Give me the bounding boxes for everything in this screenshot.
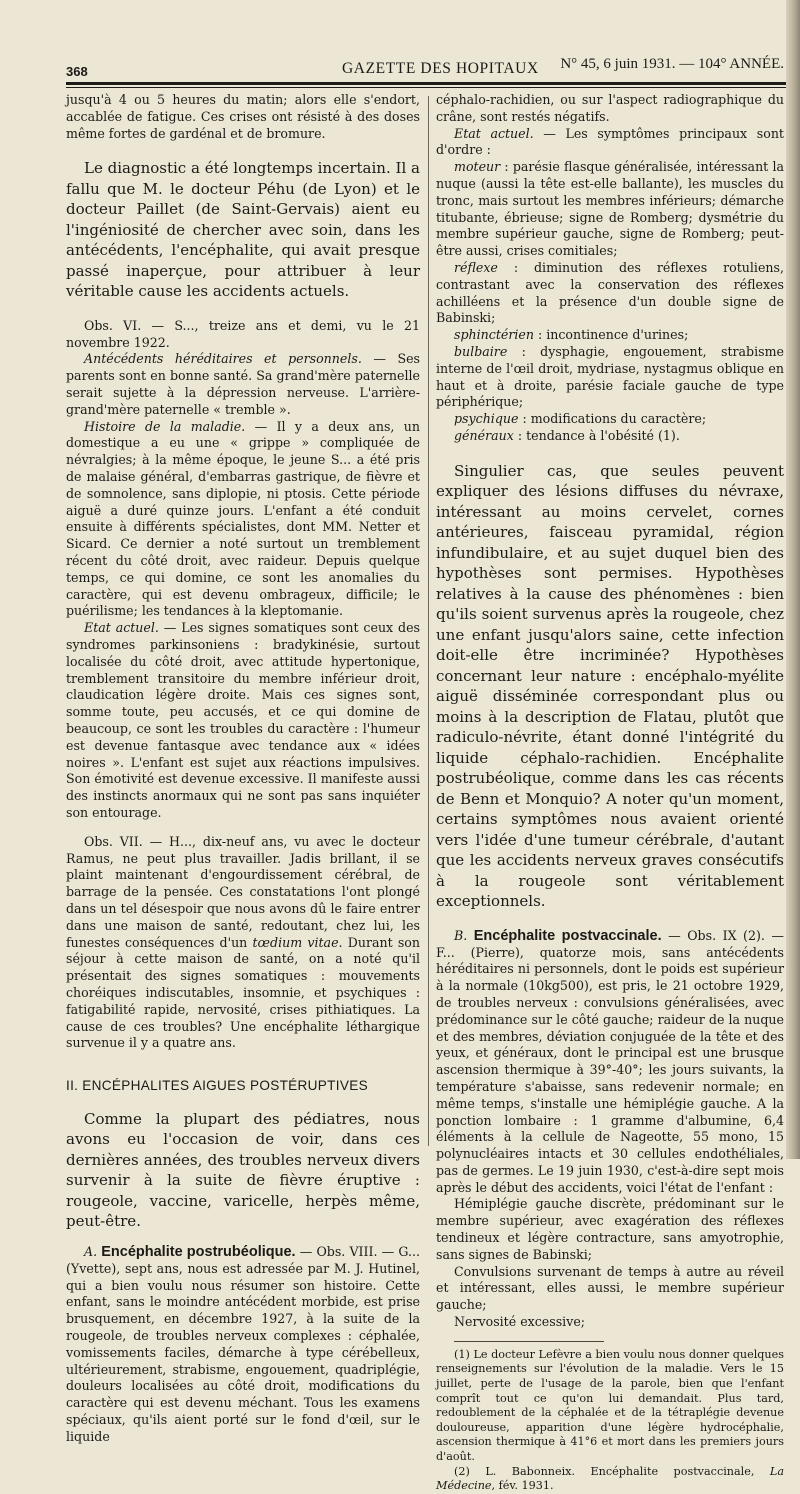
paragraph: céphalo-rachidien, ou sur l'aspect radiographique du crâne, sont restés négatifs. [436,92,784,124]
run-text: : incontinence d'urines; [533,327,689,343]
run-text: — Ses parents sont en bonne santé. Sa grand'mère paternelle serait sujette à la dépression nerveuse. L'arrière-grand'mère paternelle « tremble ». [66,351,420,417]
symptom-item [436,411,784,428]
run-label: sphinctérien [454,327,534,343]
paragraph-diagnostic: Le diagnostic a été longtemps incertain. Il a fallu que M. le docteur Péhu (de Lyon) et le docteur Paillet (de Saint-Gervais) aient eu l'ingéniosité de chercher avec soin, dans les antécédents, l'encéphalite, qui avait presque passé inaperçue, pour attribuer à leur véritable cause les accidents actuels. [66,159,420,301]
header-rule [66,82,786,88]
subsection-letter: B. [454,927,474,943]
run-label: Etat actuel. [84,620,159,636]
paragraph: Nervosité excessive; [454,1314,586,1330]
run-text: . Durant son séjour à cette maison de santé, on a noté qu'il présentait des signes somatiques : mouvements choréiques indiscutables, insomnie, et psychiques : fatigabilité rapide, nervosité, crises pithiatiques. La cause de ces troubles? Une encéphalite léthargique survenue il y a quatre ans. [66,934,421,1051]
left-column [66,92,420,1446]
paragraph: Hémiplégie gauche discrète, prédominant sur le membre supérieur, avec exagération des réflexes tendineux et légère contracture, sans amyotrophie, sans signes de Babinski; [436,1196,784,1262]
run-label: généraux [454,427,514,443]
subsection-paragraph [66,1244,420,1446]
run-italic: tœdium vitae [252,934,339,950]
paragraph [66,620,420,822]
journal-title: GAZETTE DES HOPITAUX [342,60,539,77]
subsection-letter: A. [84,1243,102,1259]
subsection-title: Encéphalite postrubéolique. [101,1243,296,1260]
symptom-item [436,327,784,344]
run-label: Etat actuel. [454,125,534,141]
symptom-item [436,344,784,411]
subsection-paragraph [436,928,784,1197]
run-label: psychique [454,411,519,427]
footnote: (1) Le docteur Lefèvre a bien voulu nous donner quelques renseignements sur l'évolution de la maladie. Vers le 15 juillet, perte de l'usage de la parole, bien que l'enfant comprît tout ce qu'on lui demandait. Plus tard, redoublement de la céphalée et de la tétraplégie devenue douloureuse, apparition d'une légère hydrocéphalie, ascension thermique à 41°6 et mort dans les premiers jours d'août. [436,1347,784,1464]
right-column [436,92,784,1494]
observation-paragraph [66,834,420,1052]
run-text: : modifications du caractère; [518,411,707,427]
run-label: réflexe [454,259,498,275]
footnote [436,1465,784,1494]
run-text: , fév. 1931. [491,1479,554,1493]
column-divider [428,96,429,1146]
issue-line: N° 45, 6 juin 1931. — 104° ANNÉE. [560,56,784,72]
paragraph [66,351,420,418]
run-text: : dysphagie, engouement, strabisme interne de l'œil droit, mydriase, nystagmus oblique en haut et à droite, parésie faciale gauche de type périphérique; [436,343,784,410]
page-edge-shadow [786,0,800,1159]
symptom-item [436,428,784,445]
run-text: Obs. VII. — H..., dix-neuf ans, vu avec le docteur Ramus, ne peut plus travailler. Jadis brillant, il se plaint maintenant d'engourdissement cérébral, de barrage de la pensée. Ces constatations l'ont plongé dans un tel désespoir que nous avons dû le faire entrer dans une maison de santé, redoutant, chez lui, les funestes conséquences d'un [66,833,420,950]
footnote-rule [454,1341,604,1342]
subsection-title: Encéphalite postvaccinale. [473,927,662,944]
run-text: (2) L. Babonneix. Encéphalite postvaccinale, [454,1464,770,1478]
run-text: — Les signes somatiques sont ceux des syndromes parkinsoniens : bradykinésie, surtout localisée du côté droit, avec attitude hypertonique, tremblement transitoire du membre inférieur droit, claudication légère droite. Mais ces signes sont, somme toute, peu accusés, et ce qui domine de beaucoup, ce sont les troubles du caractère : l'humeur est devenue fantasque avec tendance aux « idées noires ». L'enfant est sujet aux réactions impulsives. Son émotivité est devenue excessive. Il manifeste aussi des instincts anormaux qui ne sont pas sans inquiéter son entourage. [66,620,420,820]
symptom-item [436,159,784,260]
run-text: : parésie flasque généralisée, intéressant la nuque (aussi la tête est-elle ballante), les muscles du tronc, mais surtout les membres inférieurs; démarche titubante, ébrieuse; signe de Romberg; dysmétrie du membre supérieur gauche, signe de Romberg; peut-être aussi, crises comitiales; [436,159,784,259]
paragraph [436,126,784,160]
observation-heading: Obs. VI. — S..., treize ans et demi, vu le 21 novembre 1922. [66,317,420,350]
page-header [66,54,784,80]
run-text: : diminution des réflexes rotuliens, contrastant avec la conservation des réflexes achilléens et la présence d'un double signe de Babinski; [436,259,784,326]
paragraph: jusqu'à 4 ou 5 heures du matin; alors elle s'endort, accablée de fatigue. Ces crises ont résisté à des doses même fortes de gardénal et de bromure. [66,92,420,141]
run-text: — Obs. IX (2). — F... (Pierre), quatorze mois, sans antécédents héréditaires ni personnels, dont le poids est supérieur à la normale (10kg500), est pris, le 21 octobre 1929, de troubles nerveux : convulsions généralisées, avec prédominance sur le côté gauche; raideur de la nuque et des membres, déviation conjuguée de la tête et des yeux, et généraux, dont le principal est une brusque ascension thermique à 39°-40°; les jours suivants, la température s'abaisse, sans redevenir normale; en même temps, s'installe une hémiplégie gauche. A la ponction lombaire : 1 gramme d'albumine, 6,4 éléments à la cellule de Nageotte, 55 mono, 15 polynucléaires intacts et 30 cellules endothéliales, pas de germes. Le 19 juin 1930, c'est-à-dire sept mois après le début des accidents, voici l'état de l'enfant : [436,927,784,1195]
section-heading: II. ENCÉPHALITES AIGUES POSTÉRUPTIVES [66,1078,368,1094]
run-text: — Il y a deux ans, un domestique a eu une « grippe » compliquée de névralgies; à la même époque, le jeune S... a été pris de malaise général, d'embarras gastrique, de fièvre et de somnolence, sans diplopie, ni ptosis. Cette période aiguë a duré quinze jours. L'enfant a été conduit ensuite à différents spécialistes, dont MM. Netter et Sicard. Ce dernier a noté surtout un tremblement récent du côté droit, avec raideur. Depuis quelque temps, ce qui domine, ce sont les anomalies du caractère, qui est devenu ombrageux, difficile; le puérilisme; les tendances à la kleptomanie. [66,418,420,619]
run-text: — Les symptômes principaux sont d'ordre : [436,125,784,158]
run-text: : tendance à l'obésité (1). [513,427,680,443]
symptom-item [436,260,784,327]
paragraph-section-intro: Comme la plupart des pédiatres, nous avons eu l'occasion de voir, dans ces dernières années, des troubles nerveux divers survenir à la suite de fièvre éruptive : rougeole, vaccine, varicelle, herpès même, peut-être. [66,1109,420,1231]
run-label: Antécédents héréditaires et personnels. [84,351,362,367]
paragraph [66,419,420,621]
run-label: bulbaire [454,343,508,359]
run-label: moteur [454,159,501,175]
paragraph-discussion: Singulier cas, que seules peuvent expliquer des lésions diffuses du névraxe, intéressant au moins cervelet, cornes antérieures, faisceau pyramidal, région infundibulaire, et au sujet duquel bien des hypothèses sont permises. Hypothèses relatives à la cause des phénomènes : bien qu'ils soient survenus après la rougeole, chez une enfant jusqu'alors saine, cette infection doit-elle être incriminée? Hypothèses concernant leur nature : encéphalo-myélite aiguë disséminée correspondant plus ou moins à la description de Flatau, plutôt que radiculo-névrite, étant donné l'intégrité du liquide céphalo-rachidien. Encéphalite postrubéolique, comme dans les cas récents de Benn et Monquio? A noter qu'un moment, certains symptômes nous avaient orienté vers l'idée d'une tumeur cérébrale, d'autant que les accidents nerveux graves consécutifs à la rougeole sont véritablement exceptionnels. [436,461,784,911]
run-text: — Obs. VIII. — G... (Yvette), sept ans, nous est adressée par M. J. Hutinel, qui a bien voulu nous résumer son histoire. Cette enfant, sans le moindre antécédent morbide, est prise brusquement, en décembre 1927, à la suite de la rougeole, de troubles nerveux complexes : céphalée, vomissements faciles, démarche à type cérébelleux, ultérieurement, strabisme, engouement, quadriplégie, douleurs localisées au côté droit, modifications du caractère qui est devenu méchant. Tous les examens spéciaux, qu'ils aient porté sur le fond d'œil, sur le liquide [66,1243,420,1444]
run-italic: La Médecine [436,1464,784,1493]
run-label: Histoire de la maladie. [84,418,246,434]
page-number: 368 [66,64,88,79]
paragraph: Convulsions survenant de temps à autre au réveil et intéressant, elles aussi, le membre supérieur gauche; [436,1263,784,1313]
